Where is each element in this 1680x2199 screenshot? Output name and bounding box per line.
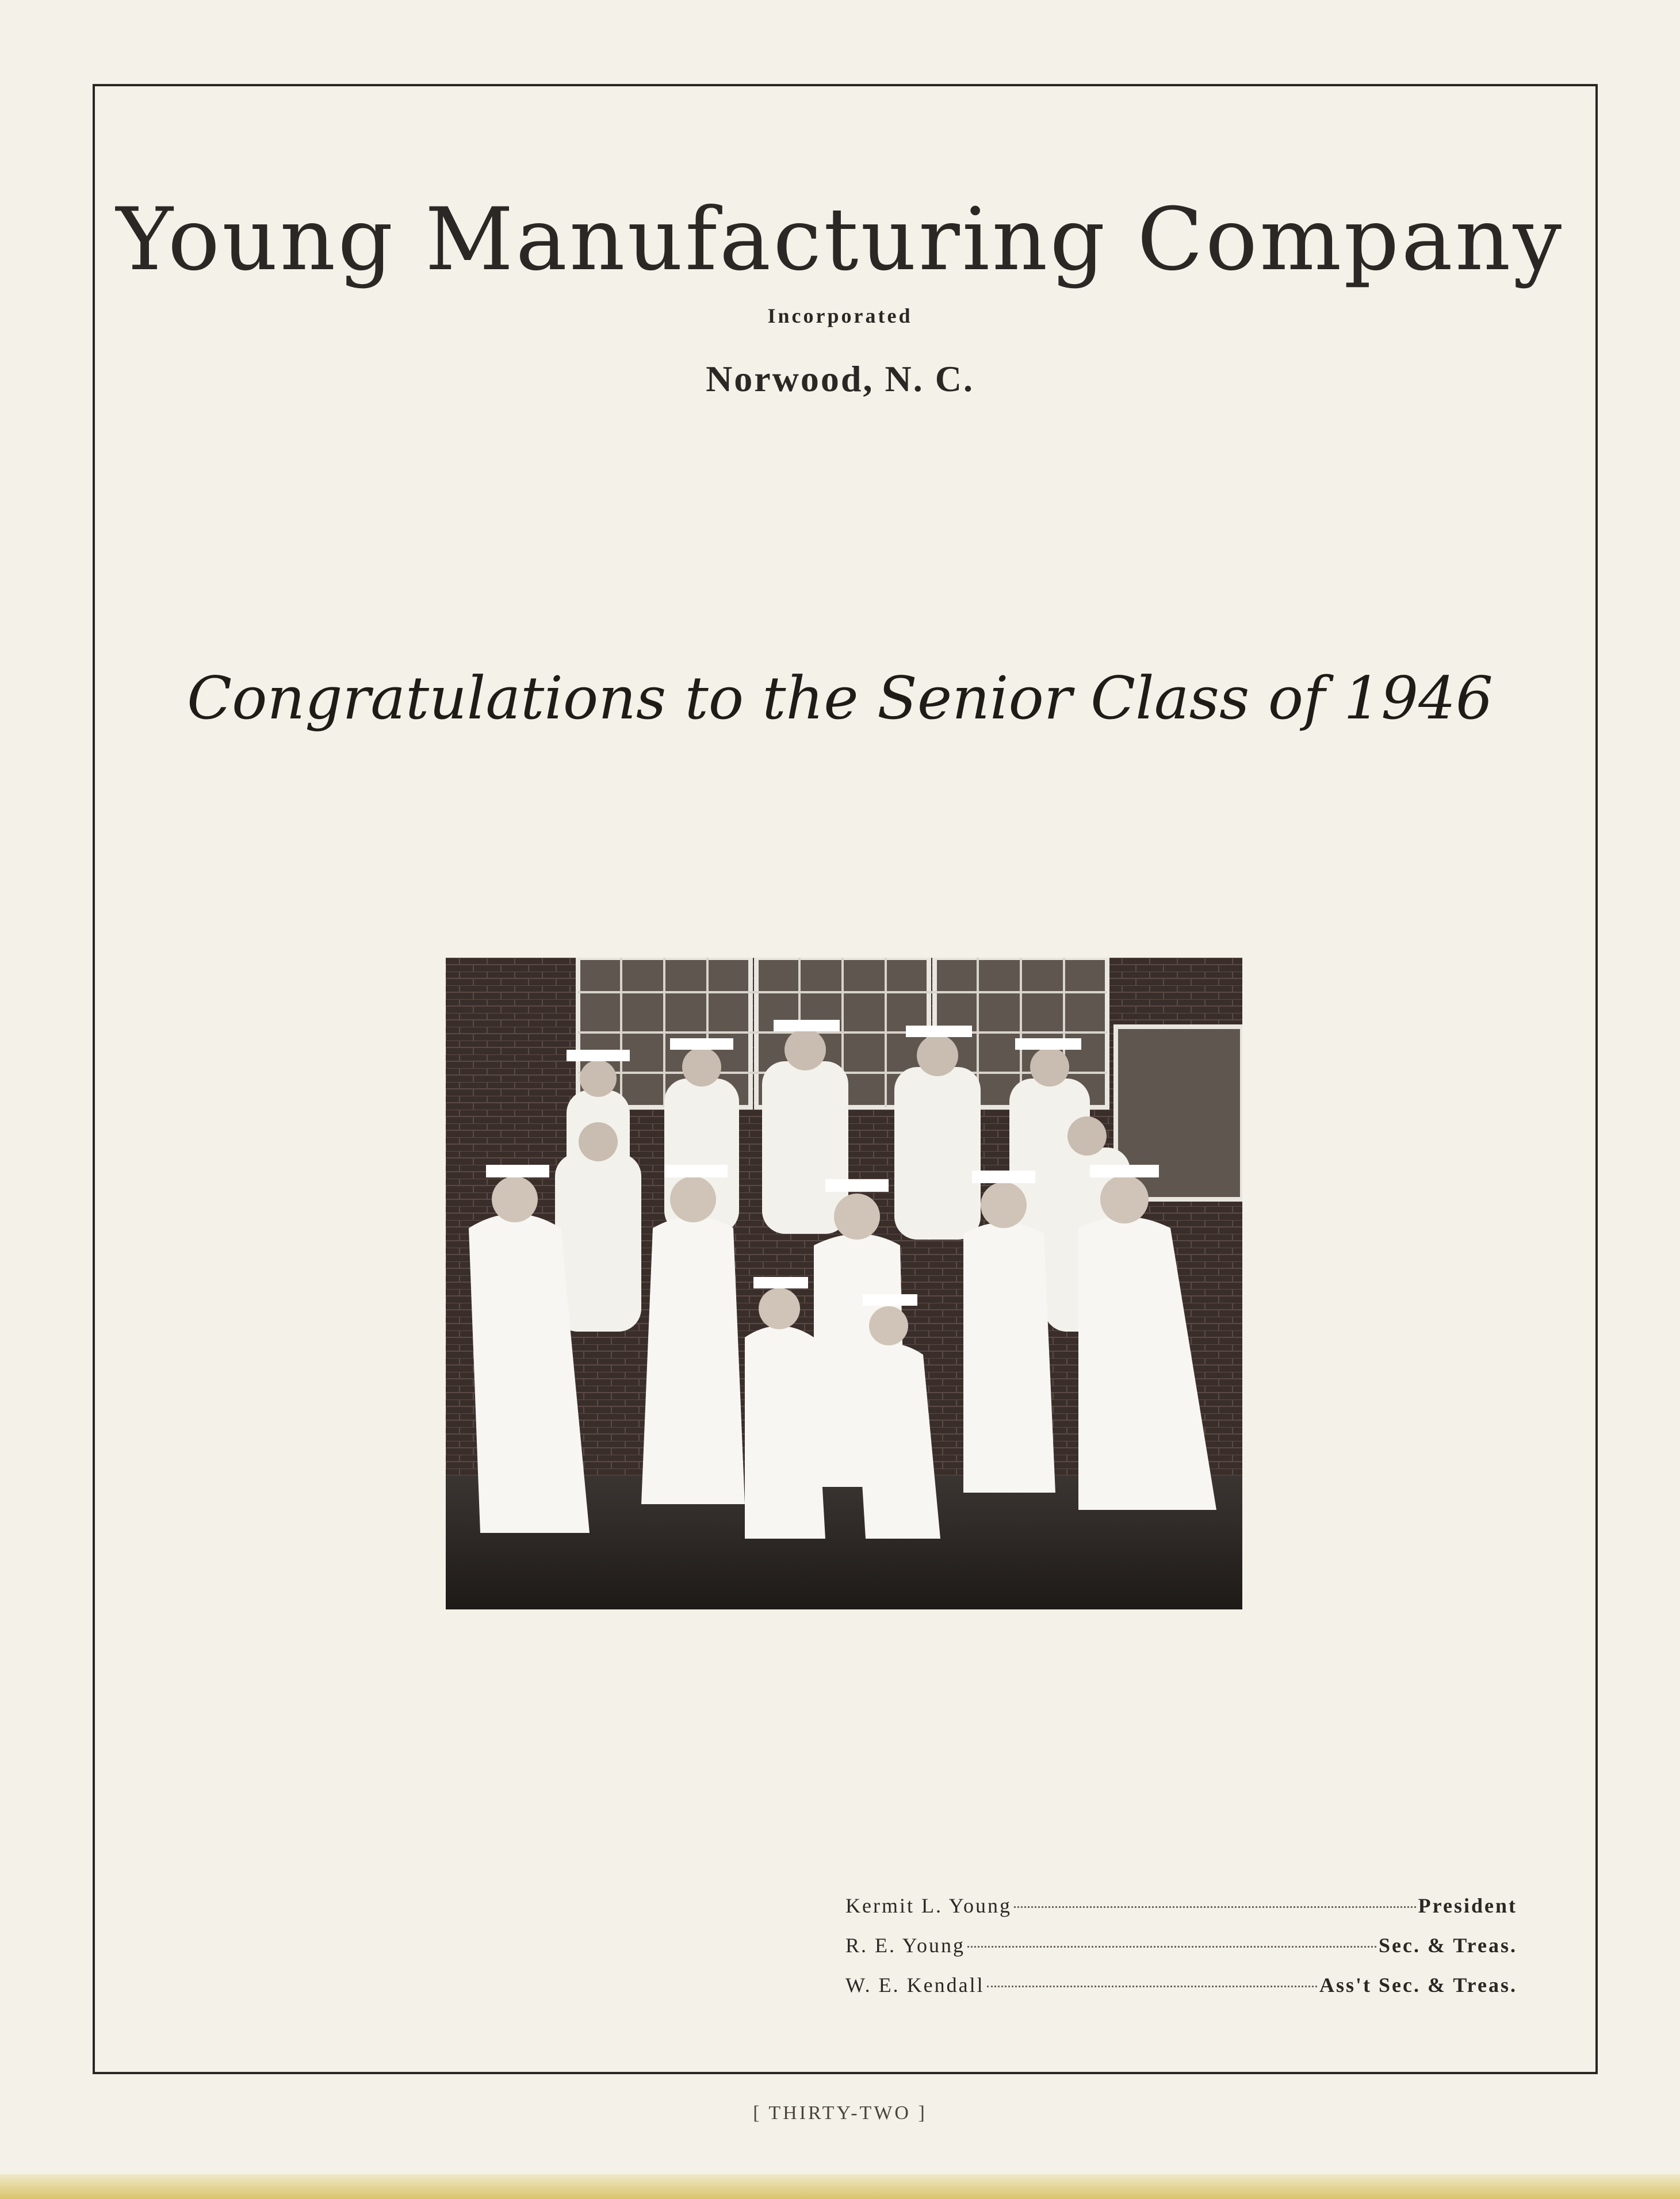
officer-title: Ass't Sec. & Treas. bbox=[1319, 1974, 1517, 1997]
senior-class-photo bbox=[446, 958, 1242, 1609]
congratulations-message: Congratulations to the Senior Class of 1946 bbox=[187, 664, 1493, 733]
officer-name: R. E. Young bbox=[845, 1934, 966, 1957]
incorporated-label: Incorporated bbox=[767, 304, 913, 327]
page-number: [ THIRTY-TWO ] bbox=[753, 2102, 927, 2124]
leader-dots bbox=[967, 1946, 1376, 1948]
officer-name: W. E. Kendall bbox=[845, 1974, 985, 1997]
officers-list bbox=[845, 1894, 1517, 2013]
officer-title: Sec. & Treas. bbox=[1379, 1934, 1517, 1957]
officer-row bbox=[845, 1933, 1517, 1973]
officer-name: Kermit L. Young bbox=[845, 1894, 1012, 1917]
company-name: Young Manufacturing Company bbox=[116, 190, 1564, 290]
officer-title: President bbox=[1418, 1894, 1517, 1917]
company-location: Norwood, N. C. bbox=[706, 358, 974, 399]
leader-dots bbox=[1014, 1906, 1416, 1908]
officer-row bbox=[845, 1973, 1517, 2013]
officer-row bbox=[845, 1894, 1517, 1933]
leader-dots bbox=[987, 1986, 1317, 1987]
page-edge bbox=[0, 2174, 1680, 2199]
